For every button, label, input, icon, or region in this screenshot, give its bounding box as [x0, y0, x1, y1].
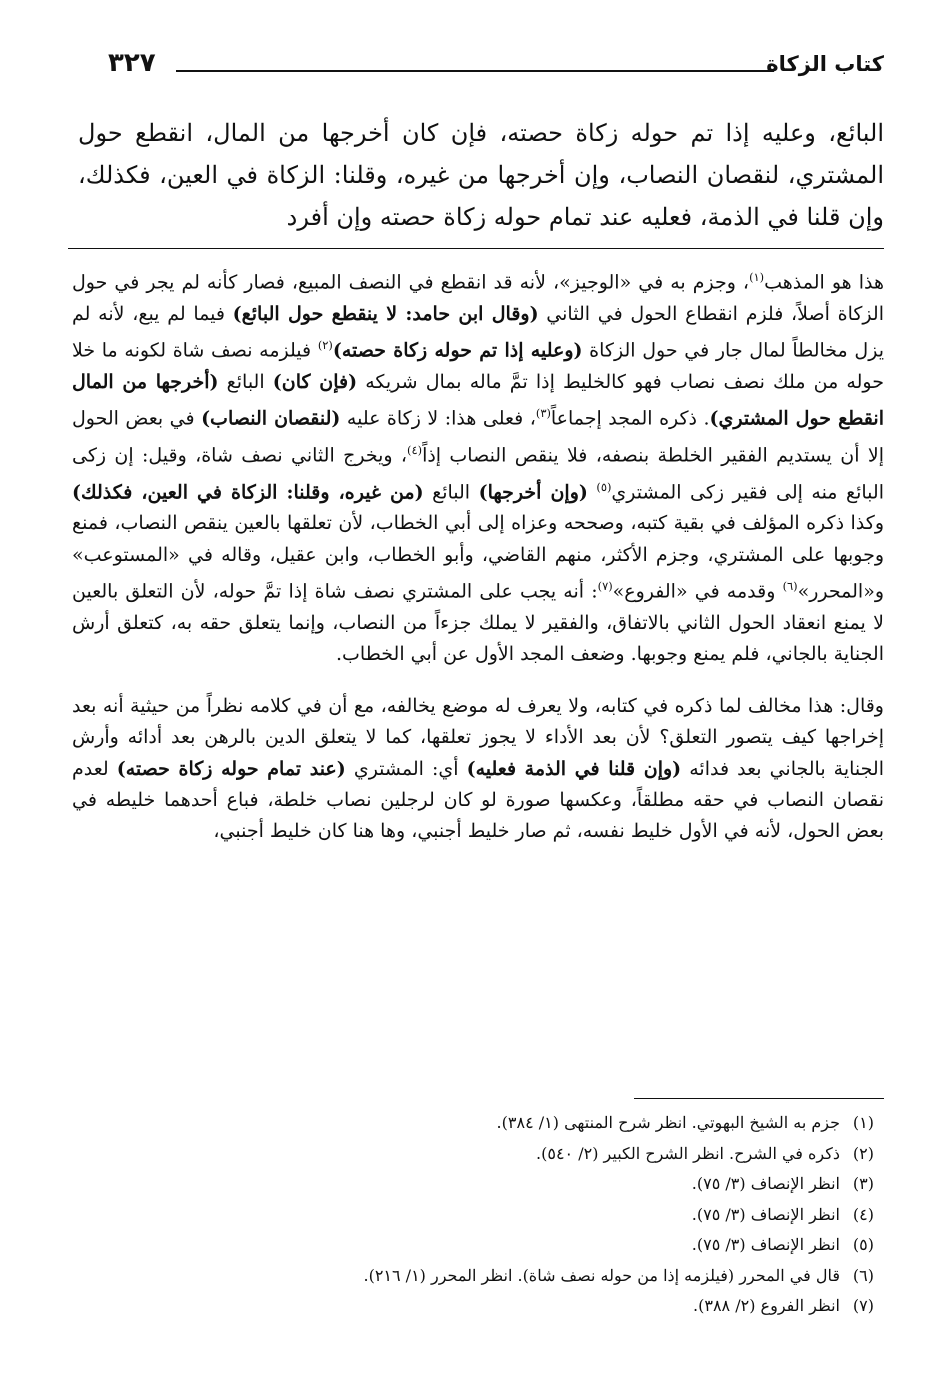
commentary-text: ، ويخرج الثاني نصف شاة، وقيل: إن زكى البائع منه إلى فقير زكى المشتري — [72, 444, 884, 504]
footnote-ref: (٦) — [782, 579, 798, 594]
quoted-matn: (وقال ابن حامد: لا ينقطع حول البائع) — [232, 302, 539, 325]
footnote — [72, 1291, 874, 1322]
quoted-matn: (أخرجها من المال انقطع حول المشتري) — [72, 370, 884, 430]
footnote-number: (٧) — [852, 1296, 874, 1315]
footnote-rule — [634, 1098, 884, 1099]
footnote-ref: (٥) — [596, 479, 612, 494]
footnote-text: جزم به الشيخ البهوتي. انظر شرح المنتهى (١/ ٣٨٤). — [496, 1113, 840, 1132]
footnote — [72, 1230, 874, 1261]
main-text: البائع، وعليه إذا تم حوله زكاة حصته، فإن كان أخرجها من المال، انقطع حول المشتري، لنقصان النصاب، وإن أخرجها من غيره، وقلنا: الزكاة في العين، فكذلك، وإن قلنا في الذمة، فعليه عند تمام حوله زكاة حصته وإن أفرد — [78, 119, 884, 231]
commentary-text: ، فعلى هذا: لا زكاة عليه — [340, 407, 536, 430]
book-title: كتاب الزكاة — [766, 52, 884, 76]
quoted-matn: (لنقصان النصاب) — [201, 407, 341, 430]
footnote-text: انظر الإنصاف (٣/ ٧٥). — [691, 1204, 840, 1224]
quoted-matn: (وإن أخرجها) — [478, 481, 588, 504]
commentary-text: وقدمه في «الفروع» — [612, 580, 783, 603]
commentary-text: فيلزمه نصف شاة لكونه ما خلا حوله من ملك نصف نصاب فهو كالخليط إذا تمَّ ماله بمال شريكه — [72, 339, 884, 393]
quoted-matn: (وإن قلنا في الذمة فعليه) — [466, 757, 682, 780]
running-header — [108, 48, 884, 88]
footnote-ref: (٤) — [407, 443, 423, 458]
quoted-matn: (وعليه إذا تم حوله زكاة حصته) — [332, 339, 583, 362]
footnote-ref: (٢) — [317, 338, 333, 353]
commentary-text: في بعض الحول إلا أن يستديم الفقير الخلطة بنصفه، فلا ينقص النصاب إذاً — [72, 407, 884, 467]
commentary-text: فيما لم يبع، لأنه لم يزل مخالطاً لمال جار في حول الزكاة — [72, 302, 884, 362]
footnote-number: (١) — [852, 1113, 874, 1132]
footnote-text: قال في المحرر (فيلزمه إذا من حوله نصف شاة). انظر المحرر (١/ ٢١٦). — [363, 1265, 840, 1285]
header-rule — [176, 70, 774, 72]
commentary-text: وكذا ذكره المؤلف في بقية كتبه، وصححه وعزاه إلى أبي الخطاب، لأن تعلقها بالعين ينقص النصاب، فمنع وجوبها على المشتري، وجزم الأكثر، منهم القاضي، وأبو الخطاب، وابن عقيل، وقاله في «المستوعب» و«المحرر» — [72, 512, 884, 603]
commentary — [72, 262, 884, 848]
footnote — [72, 1200, 874, 1231]
commentary-text: وقال: هذا مخالف لما ذكره في كتابه، ولا يعرف له موضع يخالفه، مع أن في كلامه نظراً من حيثية أنه بعد إخراجها كيف يتصور التعلق؟ لأن بعد الأداء لا يجوز تعلقها، كما لا يتعلق الدين بالرهن بعد أدائه وأرش الجناية بالجاني بعد فدائه — [72, 694, 884, 780]
footnote-text: انظر الإنصاف (٣/ ٧٥). — [691, 1235, 840, 1254]
quoted-matn: (فإن كان) — [272, 370, 358, 393]
footnote-ref: (٧) — [597, 579, 613, 594]
footnote — [72, 1169, 874, 1200]
footnote-text: ذكره في الشرح. انظر الشرح الكبير (٢/ ٥٤٠). — [536, 1143, 840, 1163]
commentary-text: البائع — [218, 370, 273, 393]
footnote — [72, 1139, 874, 1170]
commentary-text: . ذكره المجد إجماعاً — [550, 407, 710, 430]
footnote — [72, 1261, 874, 1292]
commentary-paragraph — [72, 691, 884, 848]
commentary-text: ، وجزم به في «الوجيز»، لأنه قد انقطع في النصف المبيع، فصار كأنه لم يجر في حول الزكاة أصلاً، فلزم انقطاع الحول في الثاني — [72, 271, 884, 325]
footnote-text: انظر الإنصاف (٣/ ٧٥). — [691, 1174, 840, 1193]
footnote-ref: (٣) — [535, 406, 551, 421]
footnote-number: (٢) — [852, 1143, 874, 1163]
commentary-text: لعدم نقصان النصاب في حقه مطلقاً، وعكسها صورة لو كان لرجلين نصاب خلطة، فباع أحدهما خليطه في بعض الحول، لأنه في الأول خليط نفسه، ثم صار خليط أجنبي، وها هنا كان خليط أجنبي، — [72, 757, 884, 843]
footnote-ref: (١) — [749, 270, 765, 284]
footnote — [72, 1108, 874, 1139]
footnote-number: (٣) — [852, 1174, 874, 1193]
commentary-text: أي: المشتري — [345, 757, 467, 780]
main-text-rule — [68, 248, 884, 249]
commentary-text: هذا هو المذهب — [764, 271, 885, 294]
quoted-matn: (من غيره، وقلنا: الزكاة في العين، فكذلك) — [72, 481, 424, 504]
footnote-text: انظر الفروع (٢/ ٣٨٨). — [693, 1296, 840, 1315]
footnote-number: (٤) — [852, 1204, 874, 1224]
commentary-text: البائع — [423, 481, 479, 504]
footnote-number: (٦) — [852, 1265, 874, 1285]
footnote-number: (٥) — [852, 1235, 874, 1254]
commentary-text: : أنه يجب على المشتري نصف شاة إذا تمَّ حوله، لأن التعلق بالعين لا يمنع انعقاد الحول الثاني بالاتفاق، والفقير لا يملك جزءاً من النصاب، وإنما يتعلق حقه به، كتعلق أرش الجناية بالجاني، فلم يمنع وجوبها. وضعف المجد الأول عن أبي الخطاب. — [72, 580, 884, 666]
quoted-matn: (عند تمام حوله زكاة حصته) — [116, 757, 346, 780]
page-number: ٣٢٧ — [108, 48, 156, 78]
commentary-paragraph — [72, 262, 884, 671]
footnotes — [72, 1108, 874, 1322]
